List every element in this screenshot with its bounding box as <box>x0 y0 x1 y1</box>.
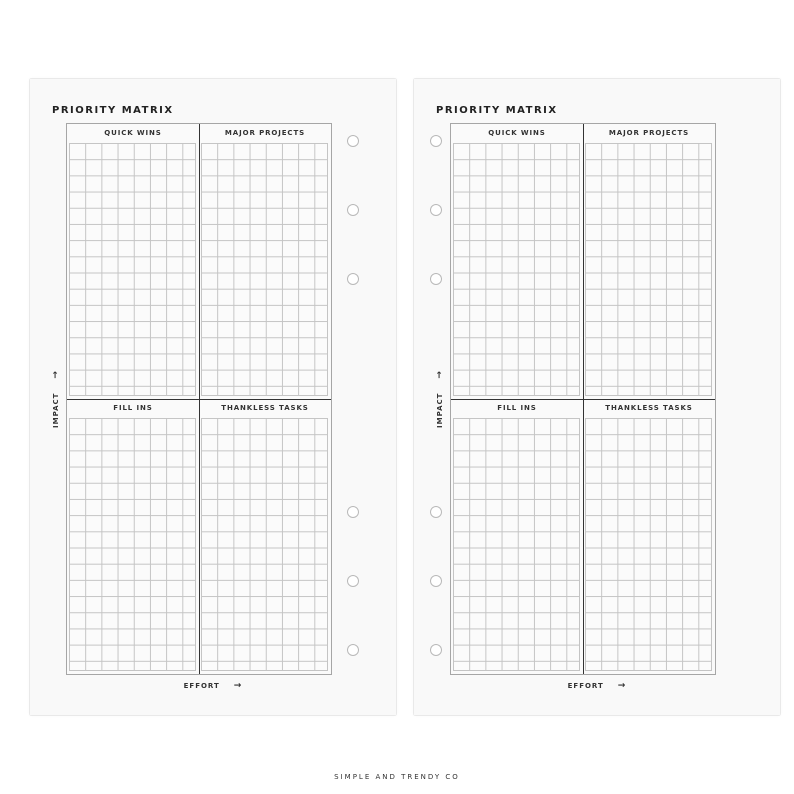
punch-hole-icon <box>347 273 359 285</box>
quadrant-thankless-tasks <box>199 399 331 674</box>
effort-axis-label <box>30 681 396 691</box>
quadrant-label: FILL INS <box>113 404 153 412</box>
arrow-right-icon: → <box>617 681 627 691</box>
priority-matrix <box>450 123 716 675</box>
horizontal-axis-line <box>451 399 715 400</box>
punch-hole-icon <box>430 204 442 216</box>
arrow-right-icon: → <box>233 681 243 691</box>
effort-label-text: EFFORT <box>183 682 220 690</box>
grid-area <box>69 143 196 396</box>
punch-hole-icon <box>347 644 359 656</box>
impact-label-text: IMPACT <box>52 392 60 428</box>
quadrant-label: MAJOR PROJECTS <box>224 129 306 137</box>
punch-hole-icon <box>347 506 359 518</box>
priority-matrix <box>66 123 332 675</box>
punch-hole-icon <box>430 506 442 518</box>
quadrant-label: QUICK WINS <box>104 129 162 137</box>
quadrant-label: FILL INS <box>497 404 537 412</box>
punch-hole-icon <box>430 644 442 656</box>
punch-hole-icon <box>430 575 442 587</box>
punch-hole-icon <box>430 273 442 285</box>
punch-hole-icon <box>347 135 359 147</box>
quadrant-major-projects <box>199 124 331 399</box>
arrow-right-icon: → <box>51 370 61 379</box>
punch-hole-icon <box>347 575 359 587</box>
quadrant-label: THANKLESS TASKS <box>605 404 693 412</box>
grid-area <box>201 143 328 396</box>
grid-area <box>201 418 328 671</box>
punch-hole-icon <box>347 204 359 216</box>
quadrant-fill-ins <box>67 399 199 674</box>
punch-hole-icon <box>430 135 442 147</box>
planner-page-left <box>30 79 396 715</box>
grid-area <box>453 418 580 671</box>
page-title: PRIORITY MATRIX <box>436 105 558 116</box>
quadrant-quick-wins <box>67 124 199 399</box>
horizontal-axis-line <box>67 399 331 400</box>
impact-label-text: IMPACT <box>436 392 444 428</box>
grid-area <box>453 143 580 396</box>
brand-footer: SIMPLE AND TRENDY CO <box>334 773 460 781</box>
grid-area <box>69 418 196 671</box>
page-title: PRIORITY MATRIX <box>52 105 174 116</box>
quadrant-label: MAJOR PROJECTS <box>608 129 690 137</box>
quadrant-fill-ins <box>451 399 583 674</box>
grid-area <box>585 418 712 671</box>
effort-label-text: EFFORT <box>567 682 604 690</box>
quadrant-major-projects <box>583 124 715 399</box>
arrow-right-icon: → <box>435 370 445 379</box>
quadrant-label: QUICK WINS <box>488 129 546 137</box>
effort-axis-label <box>414 681 780 691</box>
quadrant-quick-wins <box>451 124 583 399</box>
grid-area <box>585 143 712 396</box>
planner-page-right <box>414 79 780 715</box>
quadrant-label: THANKLESS TASKS <box>221 404 309 412</box>
quadrant-thankless-tasks <box>583 399 715 674</box>
